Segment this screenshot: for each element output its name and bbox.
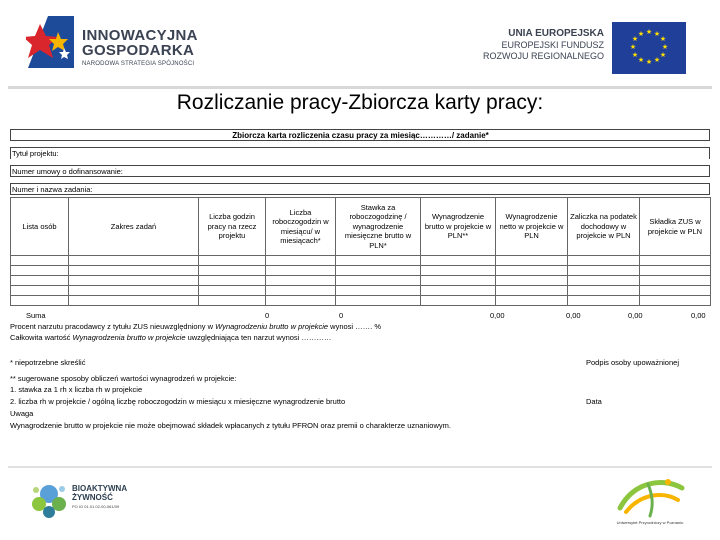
eu-flag-icon	[612, 22, 686, 74]
footnote-strike: * niepotrzebne skreślić	[10, 358, 86, 367]
date-label: Data	[586, 397, 602, 406]
column-header: Zakres zadań	[69, 198, 199, 256]
table-row[interactable]	[11, 276, 711, 286]
ue-line-3: ROZWOJU REGIONALNEGO	[482, 51, 604, 61]
column-header: Lista osób	[11, 198, 69, 256]
column-header: Składka ZUS w projekcie w PLN	[640, 198, 711, 256]
slide-title: Rozliczanie pracy-Zbiorcza karty pracy:	[176, 91, 544, 114]
svg-text:★: ★	[645, 28, 653, 36]
innowacyjna-gospodarka-emblem-icon	[26, 14, 80, 70]
uniwersytet-text: Uniwersytet Przyrodniczy w Poznaniu	[616, 520, 684, 525]
ig-line-1: INNOWACYJNA	[82, 27, 198, 44]
svg-text:★: ★	[631, 51, 639, 59]
table-row[interactable]	[11, 266, 711, 276]
employer-surcharge-note: Procent narzutu pracodawcy z tytułu ZUS nieuwzględniony w Wynagrodzeniu brutto w projekcie wynosi ……. %	[10, 322, 382, 331]
svg-text:★: ★	[645, 58, 653, 66]
bioaktywna-zywnosc-logo	[28, 478, 158, 528]
column-header: Liczba godzin pracy na rzecz projektu	[199, 198, 266, 256]
table-row[interactable]	[11, 256, 711, 266]
svg-text:★: ★	[653, 56, 661, 64]
sum-label: Suma	[26, 311, 46, 320]
column-header: Wynagrodzenie brutto w projekcie w PLN**	[421, 198, 496, 256]
svg-text:★: ★	[659, 35, 667, 43]
svg-text:★: ★	[637, 30, 645, 38]
footer-divider	[8, 466, 712, 468]
sum-work-hours: 0	[339, 311, 344, 320]
sum-zus: 0,00	[691, 311, 706, 320]
bz-line-2: ŻYWNOŚĆ	[72, 493, 113, 502]
uniwersytet-przyrodniczy-logo	[610, 470, 690, 530]
total-value-note: Całkowita wartość Wynagrodzenia brutto w projekcie uwzględniająca ten narzut wynosi …………	[10, 333, 332, 342]
sum-net: 0,00	[566, 311, 581, 320]
bioaktywna-emblem-icon	[28, 478, 70, 524]
uniwersytet-emblem-icon	[610, 470, 690, 520]
table-header-row	[11, 198, 711, 256]
table-row[interactable]	[11, 286, 711, 296]
ue-line-2: EUROPEJSKI FUNDUSZ	[501, 40, 604, 50]
innowacyjna-gospodarka-logo	[26, 14, 206, 74]
method-1: 1. stawka za 1 rh x liczba rh w projekcie	[10, 385, 143, 394]
bz-project-code: PO IG 01.01.02-00-061/09	[72, 504, 120, 509]
sum-gross: 0,00	[490, 311, 505, 320]
column-header: Wynagrodzenie netto w projekcie w PLN	[496, 198, 568, 256]
footnote-methods: ** sugerowane sposoby obliczeń wartości wynagrodzeń w projekcie:	[10, 374, 237, 383]
svg-text:★: ★	[631, 35, 639, 43]
innowacyjna-gospodarka-text	[82, 28, 198, 67]
form-title: Zbiorcza karta rozliczenia czasu pracy za miesiąc…………/ zadanie*	[10, 129, 710, 141]
warning-label: Uwaga	[10, 409, 34, 418]
column-header: Liczba roboczogodzin w miesiącu/ w miesiącach*	[266, 198, 336, 256]
contract-number-field[interactable]: Numer umowy o dofinansowanie:	[10, 165, 710, 177]
unia-europejska-logo	[482, 22, 692, 78]
column-header: Zaliczka na podatek dochodowy w projekcie w PLN	[568, 198, 640, 256]
sum-row	[10, 311, 710, 321]
warning-text: Wynagrodzenie brutto w projekcie nie może obejmować składek wpłacanych z tytułu PFRON oraz premii o charakterze uznaniowym.	[10, 421, 451, 430]
signature-label: Podpis osoby upoważnionej	[586, 358, 679, 367]
header-divider	[8, 86, 712, 89]
svg-text:★: ★	[661, 43, 669, 51]
ue-text	[482, 28, 604, 62]
bz-line-1: BIOAKTYWNA	[72, 484, 128, 493]
sum-tax: 0,00	[628, 311, 643, 320]
svg-text:★: ★	[659, 51, 667, 59]
svg-text:★: ★	[637, 56, 645, 64]
table-row[interactable]	[11, 296, 711, 306]
project-title-field[interactable]: Tytuł projektu:	[10, 147, 710, 159]
column-header: Stawka za roboczogodzinę / wynagrodzenie miesięczne brutto w PLN*	[336, 198, 421, 256]
task-number-field[interactable]: Numer i nazwa zadania:	[10, 183, 710, 195]
svg-text:★: ★	[653, 30, 661, 38]
ue-title: UNIA EUROPEJSKA	[508, 28, 604, 39]
method-2: 2. liczba rh w projekcie / ogólną liczbę roboczogodzin w miesiącu x miesięczne wynagrodzenie brutto	[10, 397, 346, 406]
svg-text:★: ★	[629, 43, 637, 51]
bioaktywna-text	[72, 484, 127, 509]
ig-line-2: GOSPODARKA	[82, 42, 195, 59]
ig-subtitle: NARODOWA STRATEGIA SPÓJNOŚCI	[82, 61, 195, 67]
timesheet-table	[10, 197, 711, 306]
sum-hours: 0	[265, 311, 270, 320]
